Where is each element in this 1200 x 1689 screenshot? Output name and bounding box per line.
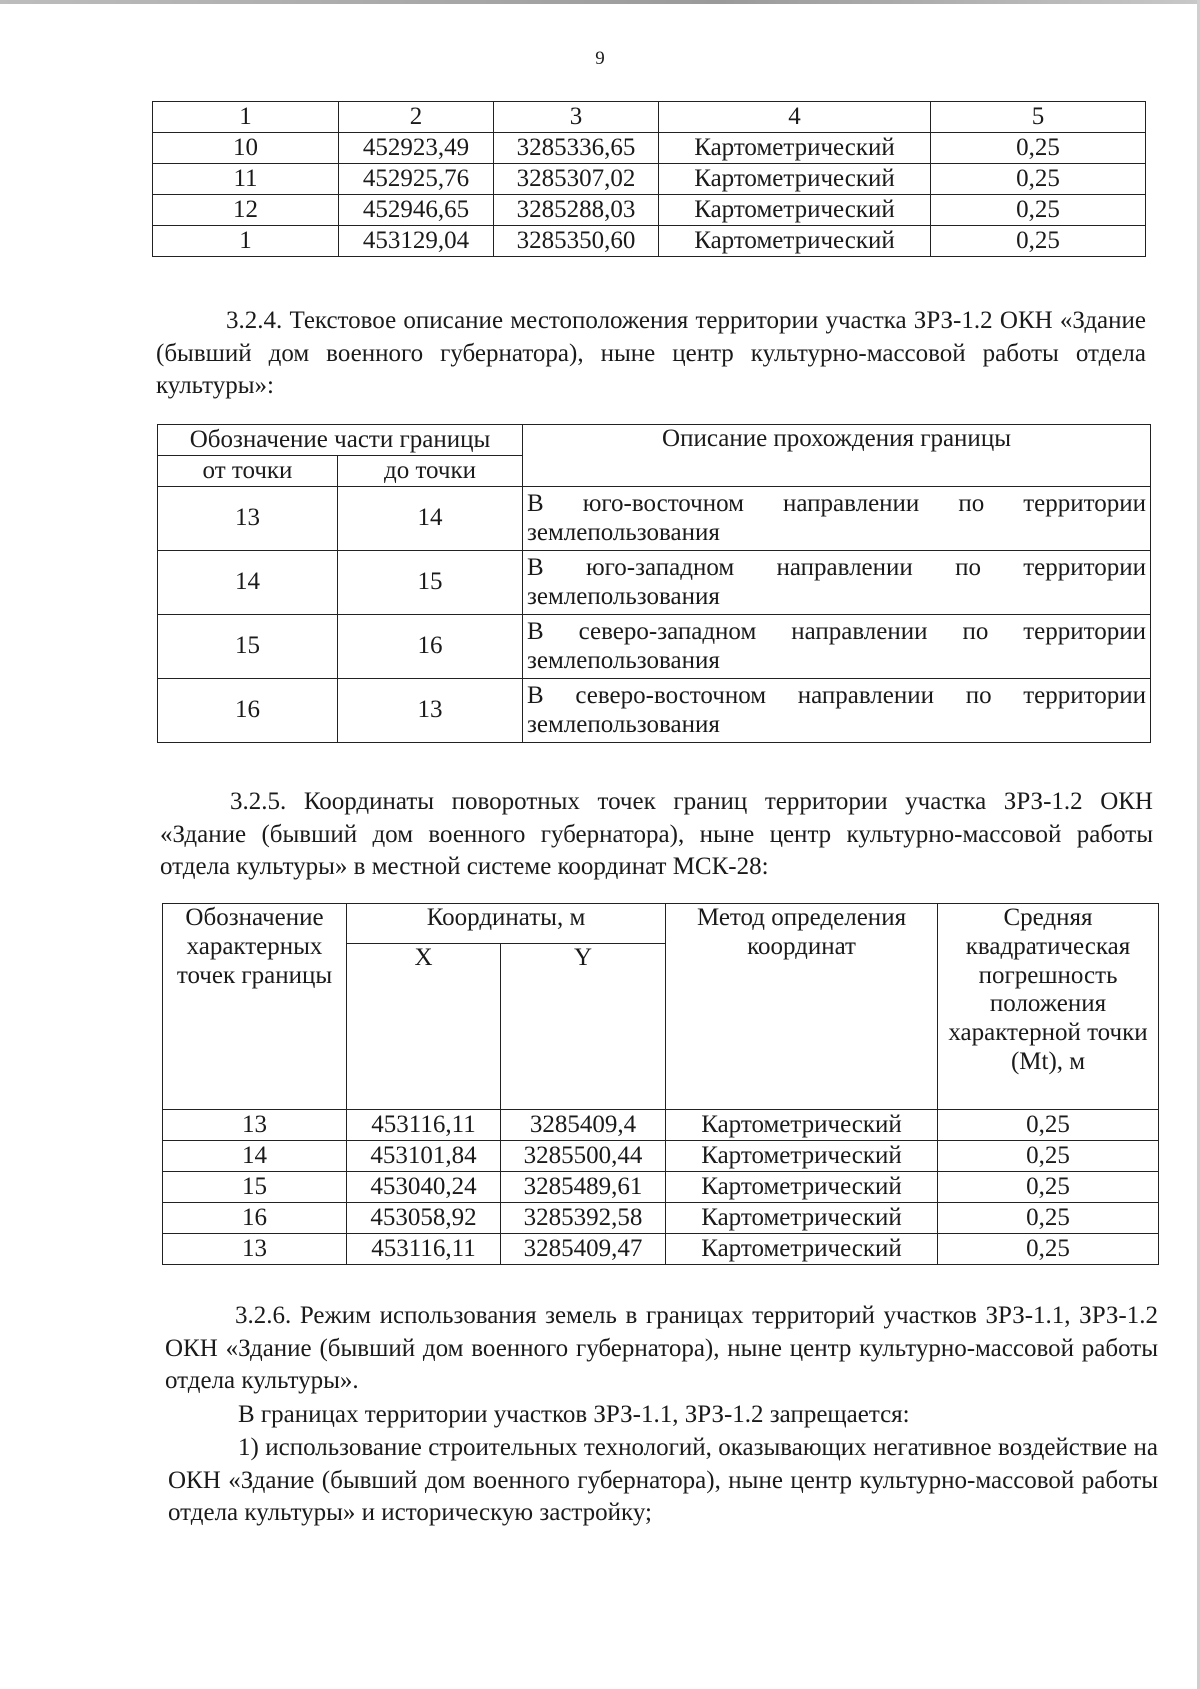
y-cell: 3285307,02: [494, 164, 659, 195]
table-row: [163, 1141, 1159, 1172]
table-header-cell: 5: [931, 102, 1146, 133]
table-header-row: [158, 425, 1151, 456]
points-header: Обозначение характерных точек границы: [163, 904, 347, 1110]
method-cell: Картометрический: [666, 1172, 938, 1203]
prohibited-item-1: 1) использование строительных технологий, оказывающих негативное воздействие на ОКН «Здание (бывший дом военного губернатора), ныне центр культурно-массовой работы отдела культуры» и историческую застройку;: [168, 1434, 1158, 1526]
error-header: Средняя квадратическая погрешность положения характерной точки (Mt), м: [938, 904, 1159, 1110]
method-cell: Картометрический: [666, 1110, 938, 1141]
from-point-cell: 14: [158, 551, 338, 615]
point-cell: 12: [153, 195, 339, 226]
coordinates-table: [162, 903, 1159, 1265]
x-cell: 453129,04: [339, 226, 494, 257]
error-cell: 0,25: [938, 1141, 1159, 1172]
description-line: землепользования: [527, 710, 720, 738]
method-cell: Картометрический: [659, 164, 931, 195]
table-header-row: [163, 904, 1159, 944]
point-cell: 14: [163, 1141, 347, 1172]
table-row: [153, 195, 1146, 226]
table-row: [163, 1110, 1159, 1141]
error-cell: 0,25: [938, 1110, 1159, 1141]
point-cell: 10: [153, 133, 339, 164]
y-cell: 3285409,47: [501, 1234, 666, 1265]
y-cell: 3285336,65: [494, 133, 659, 164]
description-line: землепользования: [527, 518, 720, 546]
description-line: В северо-восточном направлении по территории: [527, 681, 1147, 709]
to-point-cell: 15: [338, 551, 523, 615]
point-cell: 13: [163, 1110, 347, 1141]
method-cell: Картометрический: [659, 226, 931, 257]
table-row: [158, 487, 1151, 551]
point-cell: 13: [163, 1234, 347, 1265]
table-row: [163, 1203, 1159, 1234]
from-point-cell: 13: [158, 487, 338, 551]
boundary-description-header: Описание прохождения границы: [523, 425, 1151, 487]
page-number: 9: [595, 48, 605, 69]
to-point-cell: 16: [338, 615, 523, 679]
point-cell: 11: [153, 164, 339, 195]
x-cell: 453040,24: [347, 1172, 501, 1203]
description-line: В юго-восточном направлении по территории: [527, 489, 1147, 517]
boundary-part-header: Обозначение части границы: [158, 425, 523, 456]
method-header: Метод определения координат: [666, 904, 938, 1110]
y-header: Y: [501, 944, 666, 1110]
x-cell: 453058,92: [347, 1203, 501, 1234]
table-row: [158, 679, 1151, 743]
table-row: [153, 226, 1146, 257]
table-header-row: [153, 102, 1146, 133]
section-3-2-4-text: 3.2.4. Текстовое описание местоположения территории участка ЗРЗ-1.2 ОКН «Здание (бывший дом военного губернатора), ныне центр культурно-массовой работы отдела культуры»:: [156, 307, 1146, 399]
error-cell: 0,25: [931, 226, 1146, 257]
from-point-cell: 16: [158, 679, 338, 743]
table-row: [158, 551, 1151, 615]
x-cell: 453101,84: [347, 1141, 501, 1172]
scan-edge-top: [0, 0, 1200, 4]
from-point-cell: 15: [158, 615, 338, 679]
table-row: [153, 164, 1146, 195]
description-line: землепользования: [527, 646, 720, 674]
error-cell: 0,25: [931, 133, 1146, 164]
y-cell: 3285288,03: [494, 195, 659, 226]
table-header-cell: 1: [153, 102, 339, 133]
x-cell: 453116,11: [347, 1110, 501, 1141]
to-point-cell: 13: [338, 679, 523, 743]
error-cell: 0,25: [938, 1203, 1159, 1234]
table-row: [153, 133, 1146, 164]
to-point-header: до точки: [338, 456, 523, 487]
description-cell: [523, 551, 1151, 615]
table-header-cell: 4: [659, 102, 931, 133]
y-cell: 3285489,61: [501, 1172, 666, 1203]
method-cell: Картометрический: [659, 195, 931, 226]
error-cell: 0,25: [938, 1234, 1159, 1265]
error-cell: 0,25: [938, 1172, 1159, 1203]
method-cell: Картометрический: [666, 1203, 938, 1234]
x-cell: 452946,65: [339, 195, 494, 226]
table-header-cell: 2: [339, 102, 494, 133]
y-cell: 3285500,44: [501, 1141, 666, 1172]
point-cell: 1: [153, 226, 339, 257]
method-cell: Картометрический: [659, 133, 931, 164]
description-line: землепользования: [527, 582, 720, 610]
y-cell: 3285409,4: [501, 1110, 666, 1141]
table-header-cell: 3: [494, 102, 659, 133]
method-cell: Картометрический: [666, 1234, 938, 1265]
table-row: [163, 1234, 1159, 1265]
coordinates-header: Координаты, м: [347, 904, 666, 944]
error-cell: 0,25: [931, 164, 1146, 195]
from-point-header: от точки: [158, 456, 338, 487]
error-cell: 0,25: [931, 195, 1146, 226]
to-point-cell: 14: [338, 487, 523, 551]
x-header: X: [347, 944, 501, 1110]
point-cell: 16: [163, 1203, 347, 1234]
table-row: [163, 1172, 1159, 1203]
section-3-2-6-text: 3.2.6. Режим использования земель в границах территорий участков ЗРЗ-1.1, ЗРЗ-1.2 ОКН «Здание (бывший дом военного губернатора), ныне центр культурно-массовой работы отдела культуры».: [165, 1302, 1158, 1394]
point-cell: 15: [163, 1172, 347, 1203]
x-cell: 452925,76: [339, 164, 494, 195]
prohibited-intro: В границах территории участков ЗРЗ-1.1, ЗРЗ-1.2 запрещается:: [238, 1401, 910, 1428]
description-line: В юго-западном направлении по территории: [527, 553, 1147, 581]
description-cell: [523, 615, 1151, 679]
description-cell: [523, 679, 1151, 743]
y-cell: 3285350,60: [494, 226, 659, 257]
y-cell: 3285392,58: [501, 1203, 666, 1234]
table-row: [158, 615, 1151, 679]
description-line: В северо-западном направлении по территории: [527, 617, 1147, 645]
coordinates-table-continued: [152, 101, 1146, 257]
section-3-2-5-text: 3.2.5. Координаты поворотных точек границ территории участка ЗРЗ-1.2 ОКН «Здание (бывший дом военного губернатора), ныне центр культурно-массовой работы отдела культуры» в местной системе координат МСК-28:: [160, 788, 1153, 880]
x-cell: 452923,49: [339, 133, 494, 164]
method-cell: Картометрический: [666, 1141, 938, 1172]
boundary-description-table: [157, 424, 1151, 743]
x-cell: 453116,11: [347, 1234, 501, 1265]
description-cell: [523, 487, 1151, 551]
